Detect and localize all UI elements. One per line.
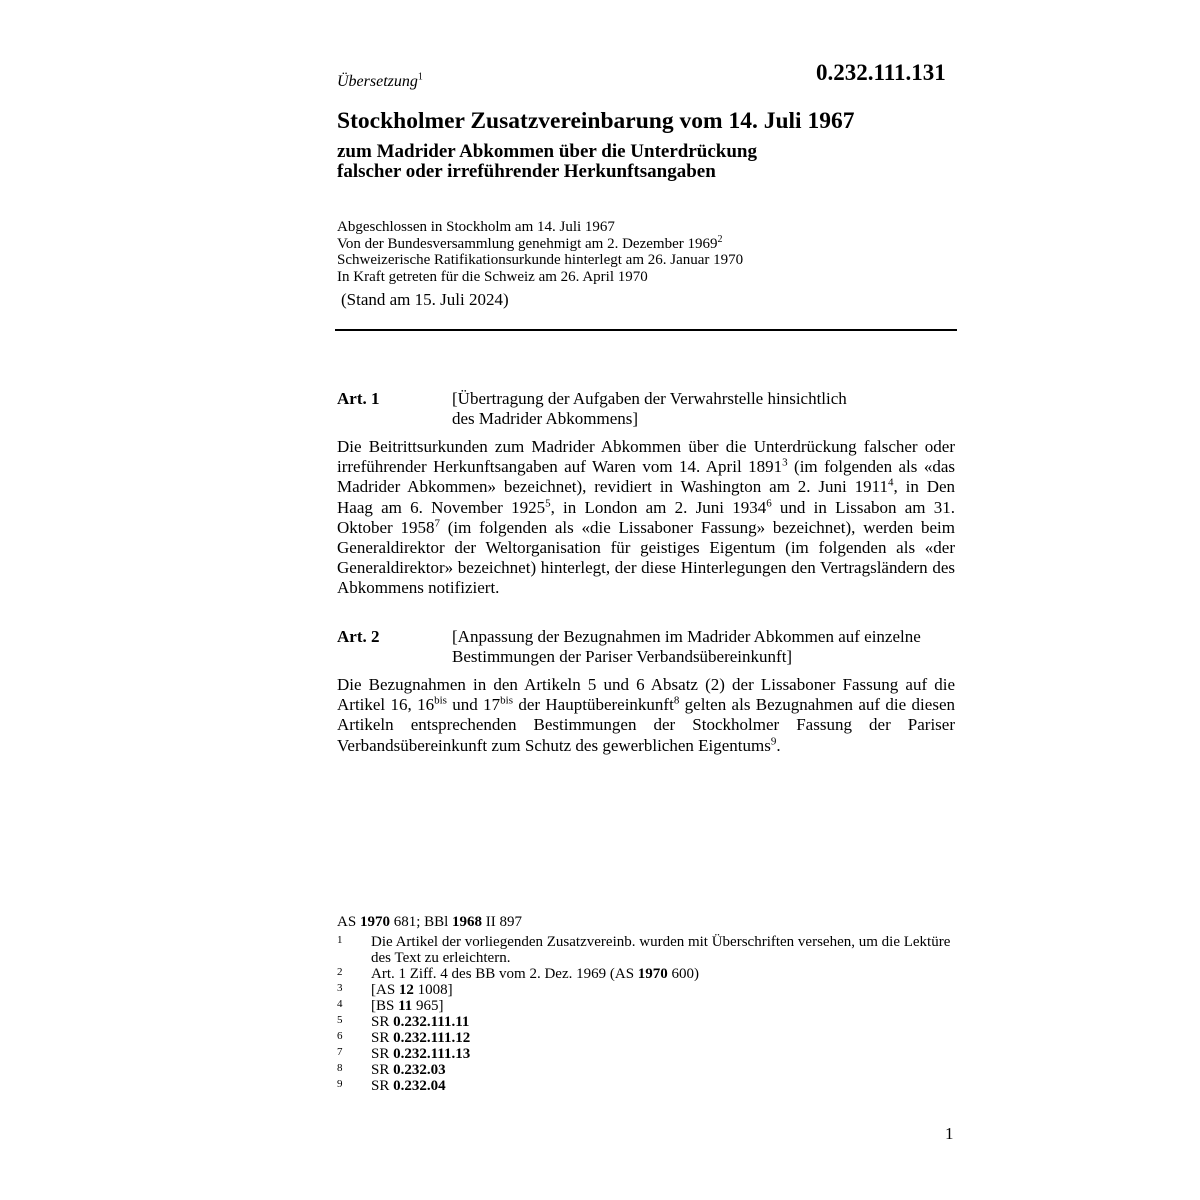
header-divider [335,329,957,331]
footnote-text: [AS [371,982,399,998]
footnote-text: 965] [412,998,444,1014]
footnote [337,966,957,982]
footnote-text: SR [371,1078,394,1094]
footnote-text: Die Artikel der vorliegenden Zusatzvereinb. wurden mit Überschriften versehen, um die Lektüre des Text zu erleichtern. [371,934,951,966]
body-text: gelten als Bezugnahmen auf die diesen Artikeln entsprechenden Bestimmungen der Stockholmer Fassung der Pariser Verbandsübereinkunft zum Schutz des gewerblichen Eigentums [337,695,955,755]
footnotes [337,934,957,1094]
footnote-bold: 11 [398,998,413,1014]
footnote [337,1078,957,1094]
meta-in-force: In Kraft getreten für die Schweiz am 26. April 1970 [337,268,648,285]
ref-text: II 897 [482,914,523,930]
meta-approved: Von der Bundesversammlung genehmigt am 2. Dezember 1969$^2$ [337,233,723,252]
meta-deposited: Schweizerische Ratifikationsurkunde hinterlegt am 26. Januar 1970 [337,252,744,268]
footnote [337,998,957,1014]
body-text: , in Den Haag am 6. November 1925 [337,477,956,517]
article-label: Art. 1 [337,389,380,408]
article-heading [452,389,962,429]
footnote-number: 7 [337,1046,343,1058]
footnote-bold: 1970 [637,966,668,982]
subtitle-line: falscher oder irreführender Herkunftsangaben [337,161,716,182]
footnote-ref[interactable]: 6 [766,496,772,509]
footnote-ref[interactable]: 1 [417,71,423,83]
sr-link[interactable]: 0.232.111.12 [393,1030,471,1046]
body-text: und 17 [446,695,501,715]
footnote-text: SR [371,1030,394,1046]
footnote-number: 8 [337,1062,343,1074]
article-body [337,437,955,599]
body-text: Die Beitrittsurkunden zum Madrider Abkommen über die Unterdrückung falscher oder irreführender Herkunftsangaben auf Waren vom 14. April 1891 [337,437,955,477]
ref-bold: 1968 [452,914,483,930]
footnote-number: 5 [337,1014,343,1026]
superscript-bis: bis [500,694,513,707]
footnote-text: 600) [667,966,700,982]
document-metadata [337,219,743,285]
footnote-number: 3 [337,982,343,994]
translation-text: Übersetzung [337,73,418,90]
ref-text: 681; BBl [389,914,453,930]
footnote-ref[interactable]: 9 [770,734,777,747]
footnote [337,1062,957,1078]
superscript-bis: bis [434,694,447,707]
meta-concluded: Abgeschlossen in Stockholm am 14. Juli 1967 [337,219,615,235]
footnote-number: 6 [337,1030,343,1042]
subtitle-line: zum Madrider Abkommen über die Unterdrückung [337,141,757,162]
sr-number: 0.232.111.131 [816,60,946,85]
document-subtitle [337,142,757,182]
body-text: (im folgenden als «das Madrider Abkommen» bezeichnet), revidiert in Washington am 2. Juni 1911 [337,457,955,497]
sr-link[interactable]: 0.232.111.11 [393,1014,470,1030]
sr-link[interactable]: 0.232.111.13 [393,1046,471,1062]
footnote-ref[interactable]: 4 [887,476,894,489]
footnote-text: SR [371,1046,394,1062]
publication-reference [337,914,522,931]
ref-bold: 1970 [359,914,390,930]
translation-label [337,73,423,91]
status-date: (Stand am 15. Juli 2024) [341,290,509,309]
footnote-ref[interactable]: 2 [717,233,723,245]
footnote-text: [BS [371,998,399,1014]
footnote [337,982,957,998]
footnote [337,1014,957,1030]
heading-line: des Madrider Abkommens] [452,409,639,428]
heading-line: Bestimmungen der Pariser Verbandsübereinkunft] [452,647,793,666]
heading-line: [Übertragung der Aufgaben der Verwahrstelle hinsichtlich [452,389,847,408]
article-label: Art. 2 [337,627,380,646]
heading-line: [Anpassung der Bezugnahmen im Madrider Abkommen auf einzelne [452,627,921,646]
footnote-bold: 12 [398,982,414,998]
article-body [337,675,955,756]
document-title: Stockholmer Zusatzvereinbarung vom 14. Juli 1967 [337,108,855,134]
footnote-text: SR [371,1014,394,1030]
sr-link[interactable]: 0.232.03 [393,1062,446,1078]
footnote-text: 1008] [413,982,453,998]
sr-link[interactable]: 0.232.04 [393,1078,446,1094]
footnote-number: 4 [337,998,343,1010]
body-text: der Hauptübereinkunft [513,695,674,715]
footnote-number: 2 [337,966,343,978]
body-text: (im folgenden als «die Lissaboner Fassung» bezeichnet), werden beim Generaldirektor der Weltorganisation für geistiges Eigentum (im folgenden als «der Generaldirektor» bezeichnet) hinterlegt, der diese Hinterlegungen den Vertragsländern des Abkommens notifiziert. [337,517,955,598]
body-text: . [776,735,781,755]
footnote-ref[interactable]: 3 [782,456,788,469]
page-number: 1 [945,1124,954,1143]
body-text: Die Bezugnahmen in den Artikeln 5 und 6 Absatz (2) der Lissaboner Fassung auf die Artikel 16, 16 [337,675,955,715]
footnote-ref[interactable]: 8 [673,694,680,707]
footnote [337,1046,957,1062]
footnote-number: 9 [337,1078,343,1090]
footnote-ref[interactable]: 5 [545,496,551,509]
footnote-number: 1 [337,934,343,946]
footnote-ref[interactable]: 7 [434,517,440,530]
footnote [337,934,957,966]
footnote-text: Art. 1 Ziff. 4 des BB vom 2. Dez. 1969 (AS [371,966,638,982]
footnote-text: SR [371,1062,394,1078]
body-text: und in Lissabon am 31. Oktober 1958 [337,497,955,537]
article-heading [452,627,962,667]
footnote [337,1030,957,1046]
body-text: , in London am 2. Juni 1934 [550,497,767,517]
ref-text: AS [337,914,360,930]
